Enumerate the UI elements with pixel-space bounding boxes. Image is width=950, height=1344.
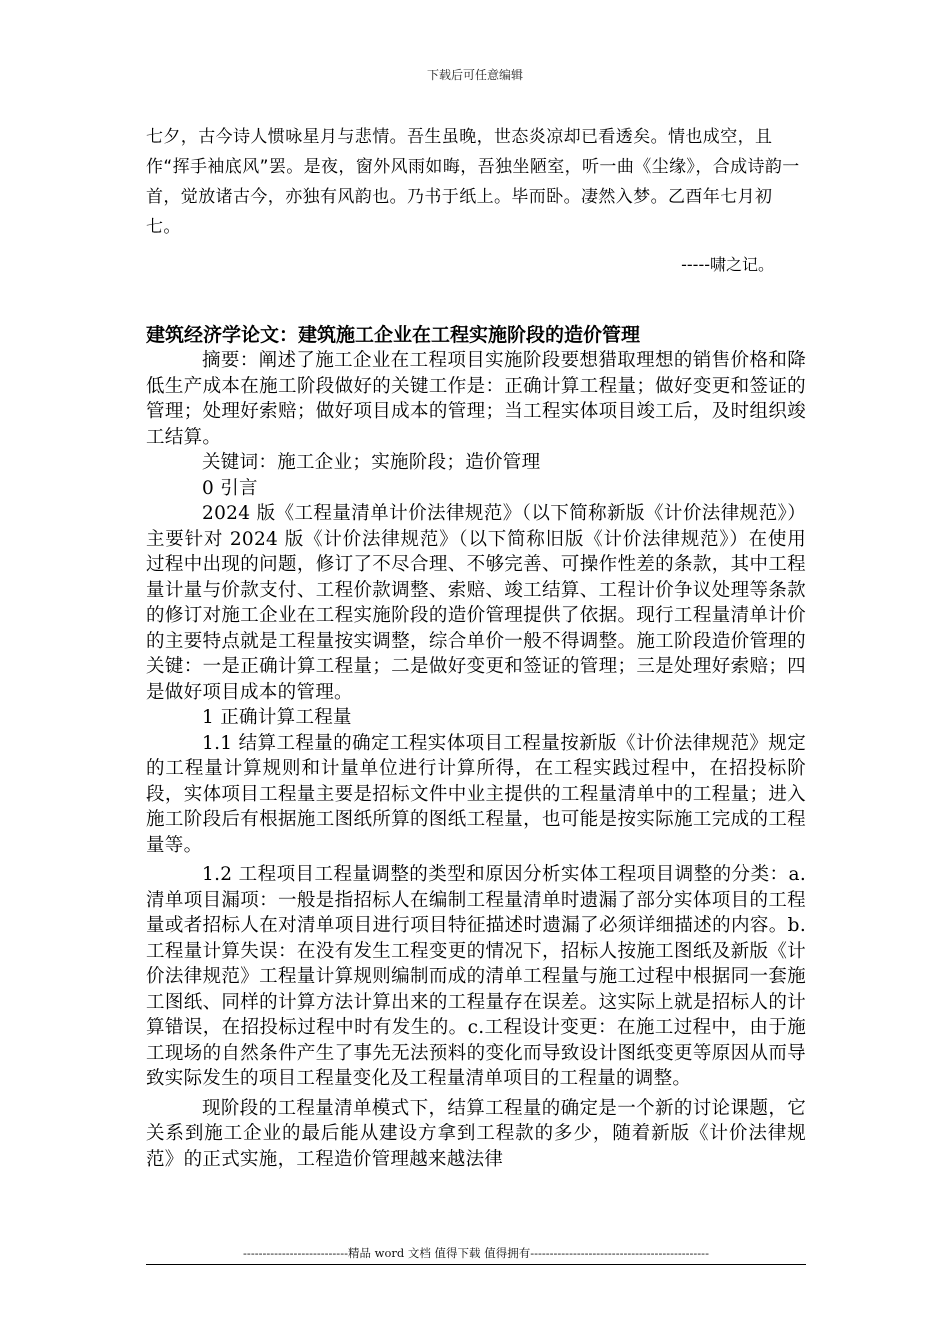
footer-divider bbox=[146, 1264, 806, 1265]
article-body bbox=[146, 322, 806, 1172]
section-1-1-paragraph: 1.1 结算工程量的确定工程实体项目工程量按新版《计价法律规范》规定的工程量计算规则和计量单位进行计算所得，在工程实践过程中，在招投标阶段，实体项目工程量主要是招标文件中业主提供的工程量清单中的工程量；进入施工阶段后有根据施工图纸所算的图纸工程量，也可能是按实际施工完成的工程量等。 bbox=[146, 732, 806, 856]
poem-paragraph: 七夕，古今诗人惯咏星月与悲情。吾生虽晚，世态炎凉却已看透矣。情也成空，且作“挥手袖底风”罢。是夜，窗外风雨如晦，吾独坐陋室，听一曲《尘缘》，合成诗韵一首，觉放诸古今，亦独有风韵也。乃书于纸上。毕而卧。凄然入梦。乙酉年七月初七。 bbox=[146, 127, 800, 237]
section-heading-1: 1 正确计算工程量 bbox=[202, 707, 352, 728]
footer-note: ---------------------------精品 word 文档 值得下载 值得拥有---------------------------------------------- bbox=[243, 1246, 709, 1260]
abstract-paragraph: 摘要：阐述了施工企业在工程项目实施阶段要想猎取理想的销售价格和降低生产成本在施工阶段做好的关键工作是：正确计算工程量；做好变更和签证的管理；处理好索赔；做好项目成本的管理；当工程实体项目竣工后，及时组织竣工结算。 bbox=[146, 350, 806, 448]
keywords-line: 关键词：施工企业；实施阶段；造价管理 bbox=[202, 452, 541, 473]
poem-signature: -----啸之记。 bbox=[681, 255, 774, 274]
section-1-2-paragraph: 1.2 工程项目工程量调整的类型和原因分析实体工程项目调整的分类：a.清单项目漏项：一般是指招标人在编制工程量清单时遗漏了部分实体项目的工程量或者招标人在对清单项目进行项目特征描述时遗漏了必须详细描述的内容。b.工程量计算失误：在没有发生工程变更的情况下，招标人按施工图纸及新版《计价法律规范》工程量计算规则编制而成的清单工程量与施工过程中根据同一套施工图纸、同样的计算方法计算出来的工程量存在误差。这实际上就是招标人的计算错误，在招投标过程中时有发生的。c.工程设计变更：在施工过程中，由于施工现场的自然条件产生了事先无法预料的变化而导致设计图纸变更等原因从而导致实际发生的项目工程量变化及工程量清单项目的工程量的调整。 bbox=[146, 864, 806, 1089]
header-note: 下载后可任意编辑 bbox=[426, 68, 523, 82]
article-title: 建筑经济学论文：建筑施工企业在工程实施阶段的造价管理 bbox=[146, 324, 641, 346]
section-heading-intro: 0 引言 bbox=[202, 477, 258, 499]
intro-paragraph: 2024 版《工程量清单计价法律规范》（以下简称新版《计价法律规范》）主要针对 2024 版《计价法律规范》（以下简称旧版《计价法律规范》）在使用过程中出现的问题，修订了不尽合理、不够完善、可操作性差的条款，其中工程量计量与价款支付、工程价款调整、索赔、竣工结算、工程计价争议处理等条款的修订对施工企业在工程实施阶段的造价管理提供了依据。现行工程量清单计价的主要特点就是工程量按实调整，综合单价一般不得调整。施工阶段造价管理的关键：一是正确计算工程量；二是做好变更和签证的管理；三是处理好索赔；四是做好项目成本的管理。 bbox=[146, 503, 806, 703]
closing-paragraph: 现阶段的工程量清单模式下，结算工程量的确定是一个新的讨论课题，它关系到施工企业的最后能从建设方拿到工程款的多少，随着新版《计价法律规范》的正式实施，工程造价管理越来越法律 bbox=[146, 1097, 806, 1170]
